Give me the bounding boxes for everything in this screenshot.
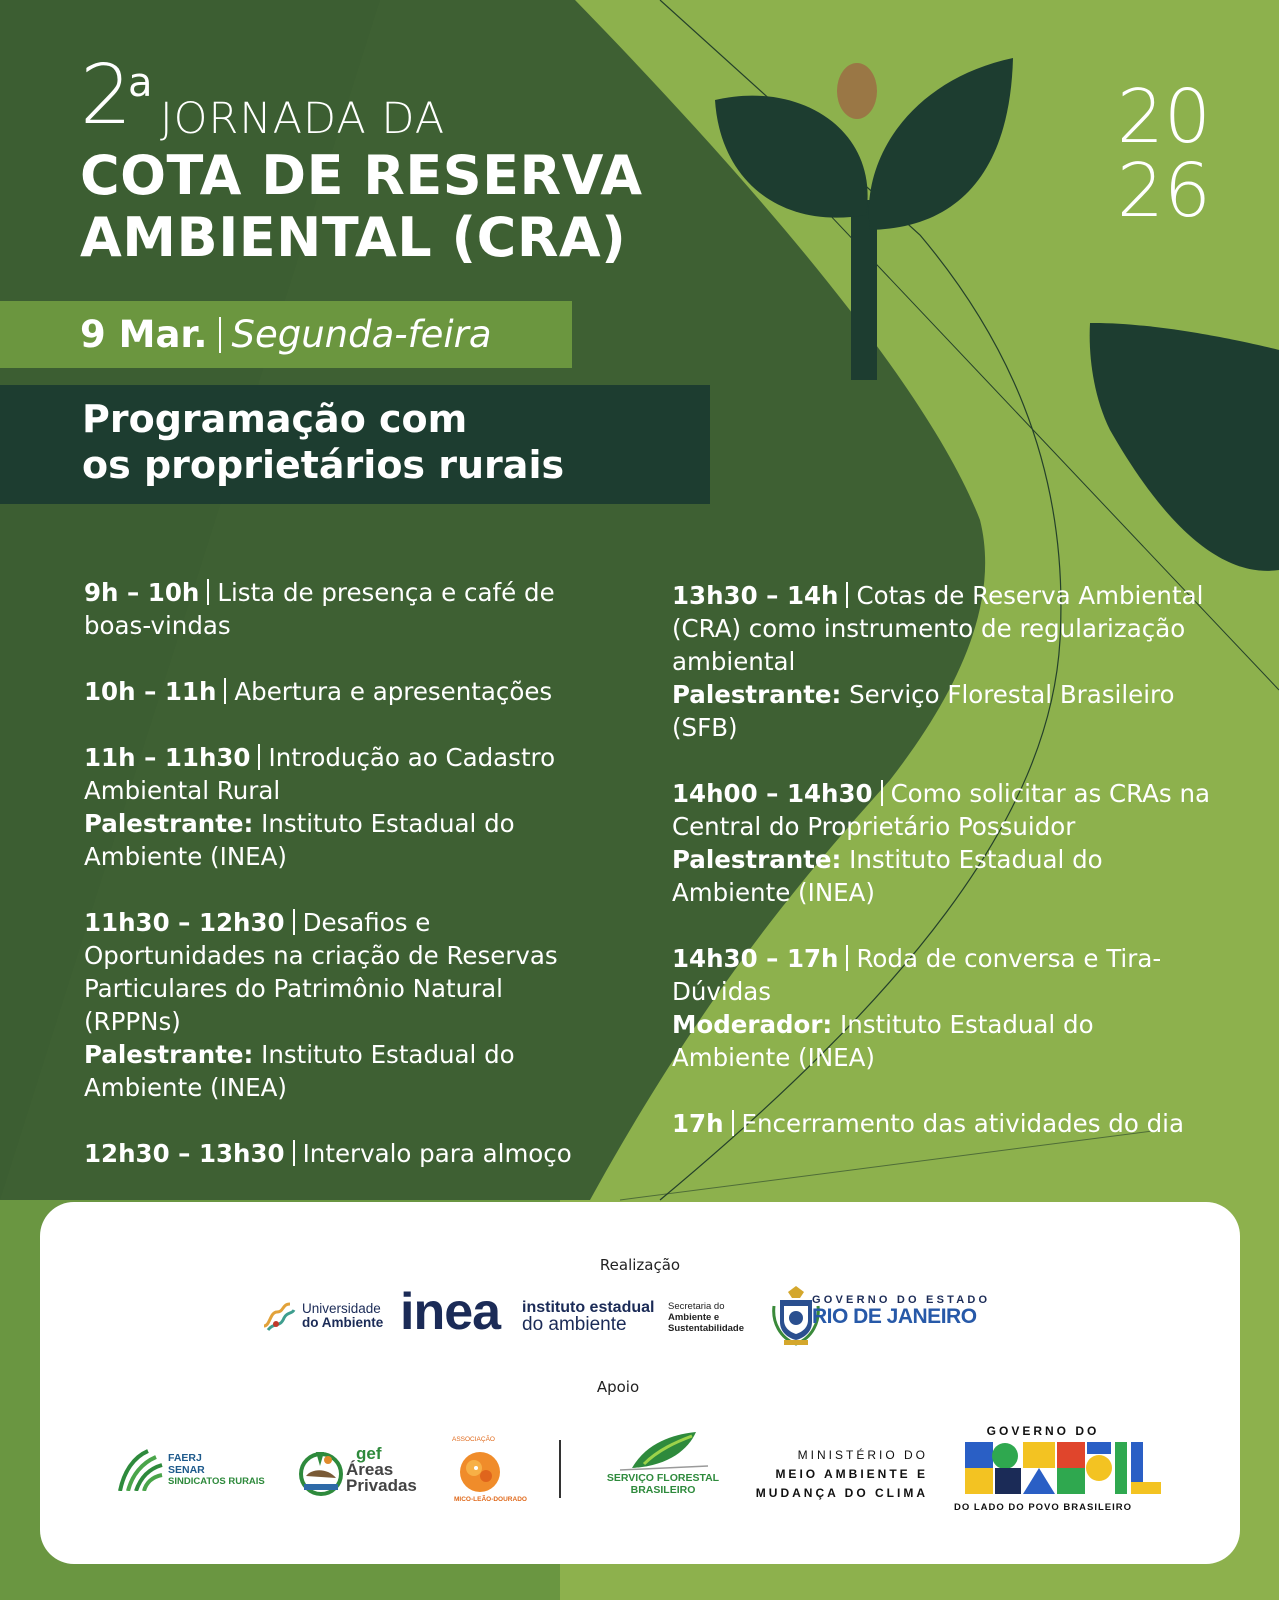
mma-line-2: MEIO AMBIENTE E xyxy=(775,1467,928,1481)
sfb-logo xyxy=(596,1472,730,1496)
event-weekday: Segunda-feira xyxy=(231,313,492,356)
secretaria-logo xyxy=(668,1301,744,1334)
faerj-logo xyxy=(168,1452,265,1488)
schedule-item xyxy=(84,576,604,642)
title-main xyxy=(80,145,643,269)
schedule-separator xyxy=(207,579,209,605)
schedule-session xyxy=(672,1107,1212,1140)
realizacao-label: Realização xyxy=(599,1256,681,1274)
gef-line-3: Privadas xyxy=(346,1476,417,1495)
schedule-description: Abertura e apresentações xyxy=(234,677,553,706)
schedule-time: 17h xyxy=(672,1109,724,1138)
schedule-description: Introdução ao Cadastro Ambiental Rural xyxy=(84,743,556,805)
schedule-item xyxy=(672,1107,1212,1140)
schedule-item xyxy=(84,741,604,873)
schedule-item xyxy=(672,579,1212,744)
schedule-time: 11h30 – 12h30 xyxy=(84,908,285,937)
schedule-session xyxy=(84,906,604,1038)
schedule-separator xyxy=(846,945,848,971)
schedule-session xyxy=(84,675,604,708)
faerj-icon xyxy=(118,1447,164,1491)
sponsor-divider xyxy=(559,1440,561,1498)
schedule-description: Desafios e Oportunidades na criação de Reservas Particulares do Patrimônio Natural (RPPNs) xyxy=(84,908,558,1036)
schedule-session xyxy=(84,741,604,807)
schedule-session xyxy=(84,576,604,642)
mico-bottom: MICO-LEÃO-DOURADO xyxy=(454,1496,527,1503)
secretaria-line-3: Sustentabilidade xyxy=(668,1323,745,1334)
schedule-separator xyxy=(293,909,295,935)
faerj-line-1: FAERJ xyxy=(168,1452,202,1464)
gef-icon xyxy=(298,1446,344,1496)
sfb-leaf-icon xyxy=(618,1430,710,1472)
schedule-session xyxy=(672,777,1212,843)
inea-line-2: do ambiente xyxy=(522,1314,627,1335)
year-top: 20 xyxy=(1116,74,1211,160)
schedule-separator xyxy=(846,582,848,608)
schedule-speaker-line xyxy=(672,843,1212,909)
schedule-separator xyxy=(881,780,883,806)
schedule-time: 12h30 – 13h30 xyxy=(84,1139,285,1168)
secretaria-line-1: Secretaria do xyxy=(668,1301,725,1312)
rj-line-2: RIO DE JANEIRO xyxy=(812,1305,977,1328)
gef-line-2: Áreas xyxy=(346,1460,394,1479)
schedule-item xyxy=(84,675,604,708)
schedule-time: 13h30 – 14h xyxy=(672,581,839,610)
schedule-description: Como solicitar as CRAs na Central do Proprietário Possuidor xyxy=(672,779,1210,841)
edition-number: 2 xyxy=(80,48,131,143)
sponsors-card xyxy=(40,1202,1240,1564)
schedule-speaker: Instituto Estadual do Ambiente (INEA) xyxy=(84,1040,515,1102)
schedule-separator xyxy=(293,1140,295,1166)
mico-leao-dourado-icon xyxy=(448,1440,512,1504)
secretaria-line-2: Ambiente e xyxy=(668,1312,720,1323)
sfb-line-2: BRASILEIRO xyxy=(630,1484,696,1496)
schedule-description: Roda de conversa e Tira-Dúvidas xyxy=(672,944,1162,1006)
inea-mark: inea xyxy=(400,1283,501,1341)
event-day: 9 Mar. xyxy=(80,313,208,356)
schedule-separator xyxy=(258,744,260,770)
schedule-item xyxy=(672,777,1212,909)
schedule-time: 14h00 – 14h30 xyxy=(672,779,873,808)
schedule-speaker-line xyxy=(672,678,1212,744)
schedule-speaker: Serviço Florestal Brasileiro (SFB) xyxy=(672,680,1175,742)
mma-line-3: MUDANÇA DO CLIMA xyxy=(755,1486,928,1500)
gov-line-1: GOVERNO DO xyxy=(986,1424,1100,1438)
rj-logo xyxy=(812,1294,990,1328)
schedule-description: Lista de presença e café de boas-vindas xyxy=(84,578,555,640)
rj-line-1: GOVERNO DO ESTADO xyxy=(812,1294,991,1306)
schedule-description: Encerramento das atividades do dia xyxy=(741,1109,1184,1138)
schedule-session xyxy=(84,1137,604,1170)
schedule-speaker-line xyxy=(84,807,604,873)
sfb-line-1: SERVIÇO FLORESTAL xyxy=(606,1472,720,1484)
schedule-role: Palestrante: xyxy=(84,809,254,838)
brasil-wordmark-icon xyxy=(965,1442,1161,1494)
edition-suffix: a xyxy=(128,60,153,106)
mico-top: ASSOCIAÇÃO xyxy=(452,1436,495,1443)
seed xyxy=(837,63,877,119)
schedule-separator xyxy=(732,1110,734,1136)
mma-line-1: MINISTÉRIO DO xyxy=(797,1448,928,1462)
uda-line-2: do Ambiente xyxy=(302,1315,384,1330)
gef-logo xyxy=(346,1446,417,1494)
faerj-line-3: SINDICATOS RURAIS xyxy=(168,1476,265,1487)
schedule-time: 14h30 – 17h xyxy=(672,944,839,973)
year xyxy=(1116,74,1211,234)
inea-name xyxy=(522,1299,654,1333)
title-line-1: JORNADA DA xyxy=(160,94,446,144)
apoio-label: Apoio xyxy=(596,1378,640,1396)
gef-line-1: gef xyxy=(356,1444,382,1463)
schedule-speaker: Instituto Estadual do Ambiente (INEA) xyxy=(84,809,515,871)
schedule-role: Palestrante: xyxy=(672,845,842,874)
schedule-left xyxy=(84,576,604,1203)
uda-line-1: Universidade xyxy=(302,1301,381,1316)
schedule-description: Cotas de Reserva Ambiental (CRA) como instrumento de regularização ambiental xyxy=(672,581,1204,676)
schedule-time: 9h – 10h xyxy=(84,578,200,607)
title-line-3: AMBIENTAL (CRA) xyxy=(80,206,627,269)
schedule-time: 11h – 11h30 xyxy=(84,743,251,772)
schedule-role: Palestrante: xyxy=(84,1040,254,1069)
schedule-role: Moderador: xyxy=(672,1010,833,1039)
gov-line-2: DO LADO DO POVO BRASILEIRO xyxy=(953,1502,1132,1513)
schedule-time: 10h – 11h xyxy=(84,677,217,706)
program-title-line-1: Programação com xyxy=(82,397,468,441)
inea-line-1: instituto estadual xyxy=(522,1299,655,1316)
schedule-speaker-line xyxy=(84,1038,604,1104)
schedule-item xyxy=(84,906,604,1104)
uda-logo-icon xyxy=(262,1300,296,1332)
schedule-separator xyxy=(224,678,226,704)
program-title xyxy=(82,396,564,488)
schedule-session xyxy=(672,942,1212,1008)
faerj-line-2: SENAR xyxy=(168,1464,205,1476)
year-bottom: 26 xyxy=(1116,148,1211,234)
schedule-item xyxy=(84,1137,604,1170)
program-title-line-2: os proprietários rurais xyxy=(82,443,565,487)
schedule-role: Palestrante: xyxy=(672,680,842,709)
schedule-item xyxy=(672,942,1212,1074)
schedule-speaker: Instituto Estadual do Ambiente (INEA) xyxy=(672,845,1103,907)
event-date xyxy=(80,313,492,357)
date-separator xyxy=(219,317,221,353)
schedule-right xyxy=(672,579,1212,1173)
uda-logo xyxy=(302,1302,383,1330)
title-line-2: COTA DE RESERVA xyxy=(80,144,643,207)
schedule-description: Intervalo para almoço xyxy=(302,1139,572,1168)
schedule-speaker-line xyxy=(672,1008,1212,1074)
mma-logo xyxy=(748,1446,928,1503)
schedule-session xyxy=(672,579,1212,678)
schedule-speaker: Instituto Estadual do Ambiente (INEA) xyxy=(672,1010,1094,1072)
